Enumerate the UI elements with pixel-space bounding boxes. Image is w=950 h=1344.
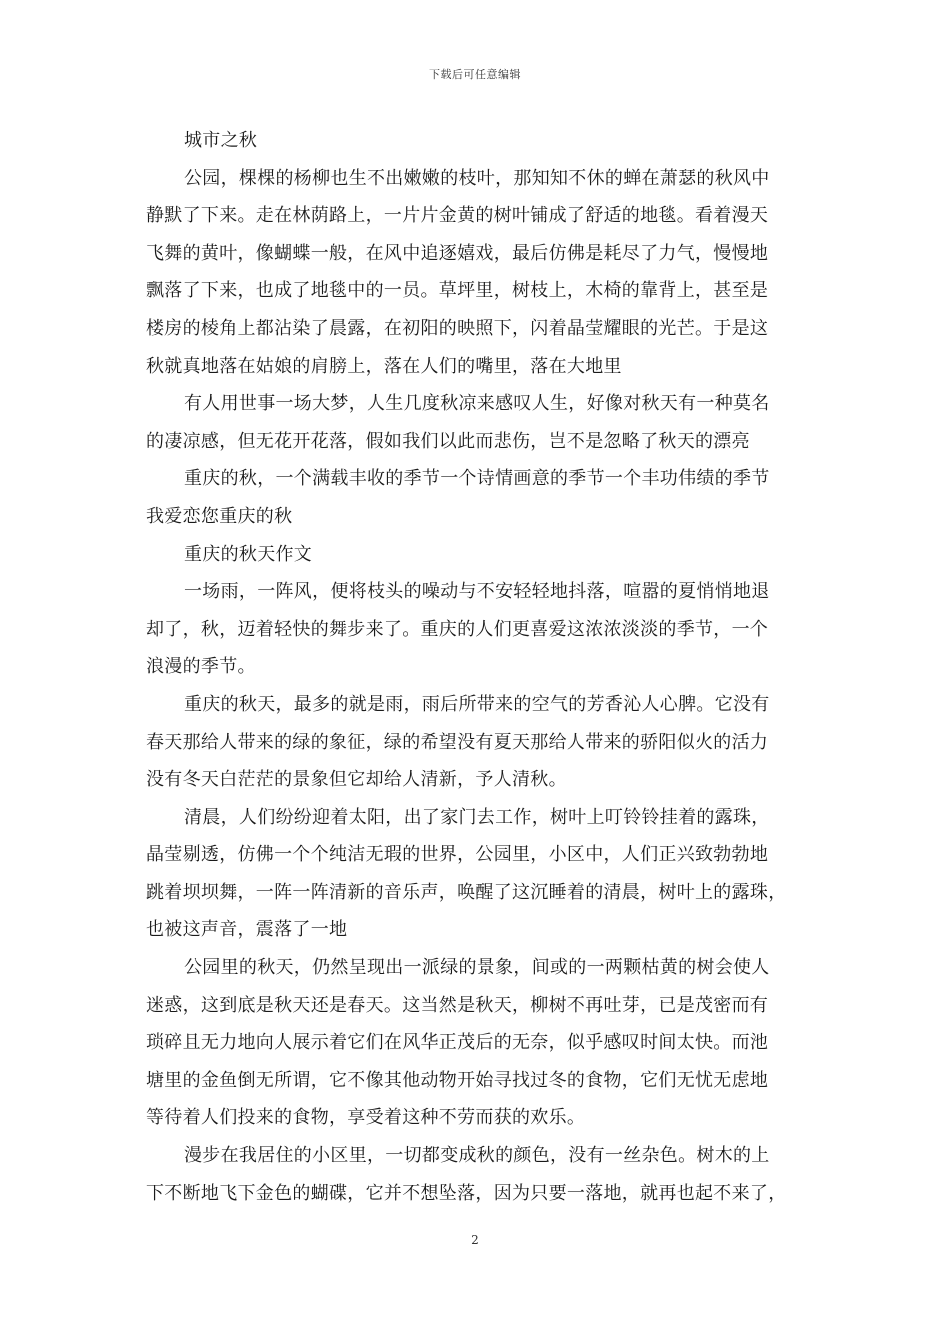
paragraph: 重庆的秋天，最多的就是雨，雨后所带来的空气的芳香沁人心脾。它没有 春天那给人带来的绿的象征，绿的希望没有夏天那给人带来的骄阳似火的活力 没有冬天白茫茫的景象但它却给人清新，予人清秋。: [146, 693, 770, 791]
section-title-chongqing-autumn: 重庆的秋天作文: [184, 543, 313, 565]
paragraph: 公园，棵棵的杨柳也生不出嫩嫩的枝叶，那知知不休的蝉在萧瑟的秋风中 静默了下来。走在林荫路上，一片片金黄的树叶铺成了舒适的地毯。看着漫天 飞舞的黄叶，像蝴蝶一般，在风中追逐嬉戏，最后仿佛是耗尽了力气，慢慢地 飘落了下来，也成了地毯中的一员。草坪里，树枝上，木椅的靠背上，甚至是 楼房的棱角上都沾染了晨露，在初阳的映照下，闪着晶莹耀眼的光芒。于是这 秋就真地落在姑娘的肩膀上，落在人们的嘴里，落在大地里: [146, 167, 770, 377]
paragraph: 清晨，人们纷纷迎着太阳，出了家门去工作，树叶上叮铃铃挂着的露珠， 晶莹剔透，仿佛一个个纯洁无瑕的世界，公园里，小区中，人们正兴致勃勃地 跳着坝坝舞，一阵一阵清新的音乐声，唤醒了这沉睡着的清晨，树叶上的露珠， 也被这声音，震落了一地: [146, 806, 787, 941]
paragraph: 漫步在我居住的小区里，一切都变成秋的颜色，没有一丝杂色。树木的上 下不断地飞下金色的蝴碟，它并不想坠落，因为只要一落地，就再也起不来了，: [146, 1145, 787, 1204]
paragraph: 重庆的秋，一个满载丰收的季节一个诗情画意的季节一个丰功伟绩的季节 我爱恋您重庆的秋: [146, 468, 770, 527]
document-body: [146, 122, 810, 1212]
paragraph: 一场雨，一阵风，便将枝头的噪动与不安轻轻地抖落，喧嚣的夏悄悄地退 却了，秋，迈着轻快的舞步来了。重庆的人们更喜爱这浓浓淡淡的季节，一个 浪漫的季节。: [146, 581, 770, 678]
paragraph: 公园里的秋天，仍然呈现出一派绿的景象，间或的一两颗枯黄的树会使人 迷惑，这到底是秋天还是春天。这当然是秋天，柳树不再吐芽，已是茂密而有 琐碎且无力地向人展示着它们在风华正茂后的无奈，似乎感叹时间太快。而池 塘里的金鱼倒无所谓，它不像其他动物开始寻找过冬的食物，它们无忧无虑地 等待着人们投来的食物，享受着这种不劳而获的欢乐。: [146, 957, 770, 1129]
page-header: 下载后可任意编辑: [429, 68, 521, 81]
page-number: 2: [471, 1233, 479, 1247]
paragraph: 有人用世事一场大梦，人生几度秋凉来感叹人生，好像对秋天有一种莫名 的凄凉感，但无花开花落，假如我们以此而悲伤，岂不是忽略了秋天的漂亮: [146, 393, 770, 452]
section-title-city-autumn: 城市之秋: [184, 130, 258, 151]
